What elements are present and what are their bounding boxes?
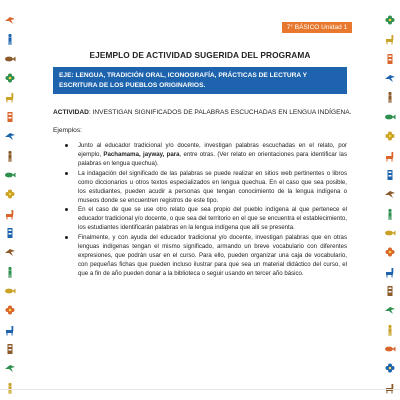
totem-icon	[4, 227, 16, 239]
flower-icon	[4, 304, 16, 316]
totem-icon	[4, 111, 16, 123]
list-item-post: , entre otras. (Ver relato en orientaciones para identificar las palabras en lengua quechua).	[78, 151, 347, 167]
bullet-icon	[65, 172, 68, 175]
grade-unit-badge: 7° BÁSICO Unidad 1	[282, 22, 352, 33]
flower-icon	[384, 362, 396, 374]
list-item	[53, 233, 347, 278]
figure-icon	[384, 324, 396, 336]
fish-icon	[4, 285, 16, 297]
llama-icon	[384, 382, 396, 394]
flower-icon	[384, 130, 396, 142]
list-item-bold: Pachamama, jayway, para	[103, 151, 180, 158]
flower-icon	[384, 246, 396, 258]
figure-icon	[4, 33, 16, 45]
figure-icon	[4, 382, 16, 394]
list-item-pre: Junto al educador tradicional y/o docente, investigan palabras escuchadas en el relato, por ejemplo,	[78, 142, 347, 158]
list-item-pre: Finalmente, y con ayuda del educador tradicional y/o docente, investigan palabras que en otras lenguas indígenas tengan el mismo significado, armando un breve vocabulario con diferentes expresiones, que podrán usar en el curso. Para ello, pueden organizar una caja de vocabulario, con pequeñas fichas que pueden incluso ilustrar para que sea un material didáctico del curso, el que a fin de año pueden donar a la biblioteca o seguir usando en tercer año básico.	[78, 233, 347, 277]
bird-icon	[4, 130, 16, 142]
axis-text: EJE: LENGUA, TRADICIÓN ORAL, ICONOGRAFÍA, PRÁCTICAS DE LECTURA Y ESCRITURA DE LOS PUEBLOS ORIGINARIOS.	[59, 72, 307, 89]
bird-icon	[384, 188, 396, 200]
list-item-pre: La indagación del significado de las palabras se puede realizar en sitios web pertinentes o libros como diccionarios u otros textos especializados en lengua quechua. En el caso que sea posible, los estudiantes, pueden acudir a personas que tengan conocimiento de la lengua indígena o museos donde se encuentren registros de este tipo.	[78, 169, 347, 204]
activity-label: ACTIVIDAD	[53, 109, 89, 116]
decorative-border-left	[3, 14, 17, 394]
llama-icon	[384, 33, 396, 45]
activity-text: : INVESTIGAN SIGNIFICADOS DE PALABRAS ESCUCHADAS EN LENGUA INDÍGENA.	[88, 109, 352, 116]
bird-icon	[4, 246, 16, 258]
totem-icon	[384, 285, 396, 297]
figure-icon	[384, 208, 396, 220]
list-item	[53, 169, 347, 205]
totem-icon	[384, 169, 396, 181]
figure-icon	[4, 266, 16, 278]
examples-label: Ejemplos:	[53, 127, 82, 134]
fish-icon	[384, 343, 396, 355]
activity-line	[53, 108, 353, 117]
totem-icon	[4, 343, 16, 355]
fish-icon	[4, 169, 16, 181]
llama-icon	[4, 208, 16, 220]
llama-icon	[384, 150, 396, 162]
list-item-pre: En el caso de que se use otro relato que sea propio del pueblo indígena al que pertenece el educador tradicional y/o docente, o que sea del territorio en el que se encuentra el establecimiento, los estudiantes identificarán palabras en la lengua indígena que allí se presenta.	[78, 206, 347, 231]
examples-list	[53, 141, 347, 278]
bird-icon	[384, 304, 396, 316]
llama-icon	[4, 324, 16, 336]
bullet-icon	[65, 236, 68, 239]
axis-banner	[53, 67, 347, 94]
fish-icon	[384, 111, 396, 123]
flower-icon	[384, 14, 396, 26]
decorative-border-right	[383, 14, 397, 394]
list-item	[53, 205, 347, 232]
bird-icon	[384, 72, 396, 84]
flower-icon	[4, 188, 16, 200]
bird-icon	[4, 14, 16, 26]
figure-icon	[4, 150, 16, 162]
bullet-icon	[65, 144, 68, 147]
list-item	[53, 141, 347, 168]
bird-icon	[4, 362, 16, 374]
flower-icon	[4, 72, 16, 84]
fish-icon	[384, 227, 396, 239]
figure-icon	[384, 91, 396, 103]
bullet-icon	[65, 208, 68, 211]
footer-divider	[0, 389, 400, 390]
llama-icon	[384, 266, 396, 278]
llama-icon	[4, 91, 16, 103]
page-title: EJEMPLO DE ACTIVIDAD SUGERIDA DEL PROGRAMA	[89, 50, 311, 60]
